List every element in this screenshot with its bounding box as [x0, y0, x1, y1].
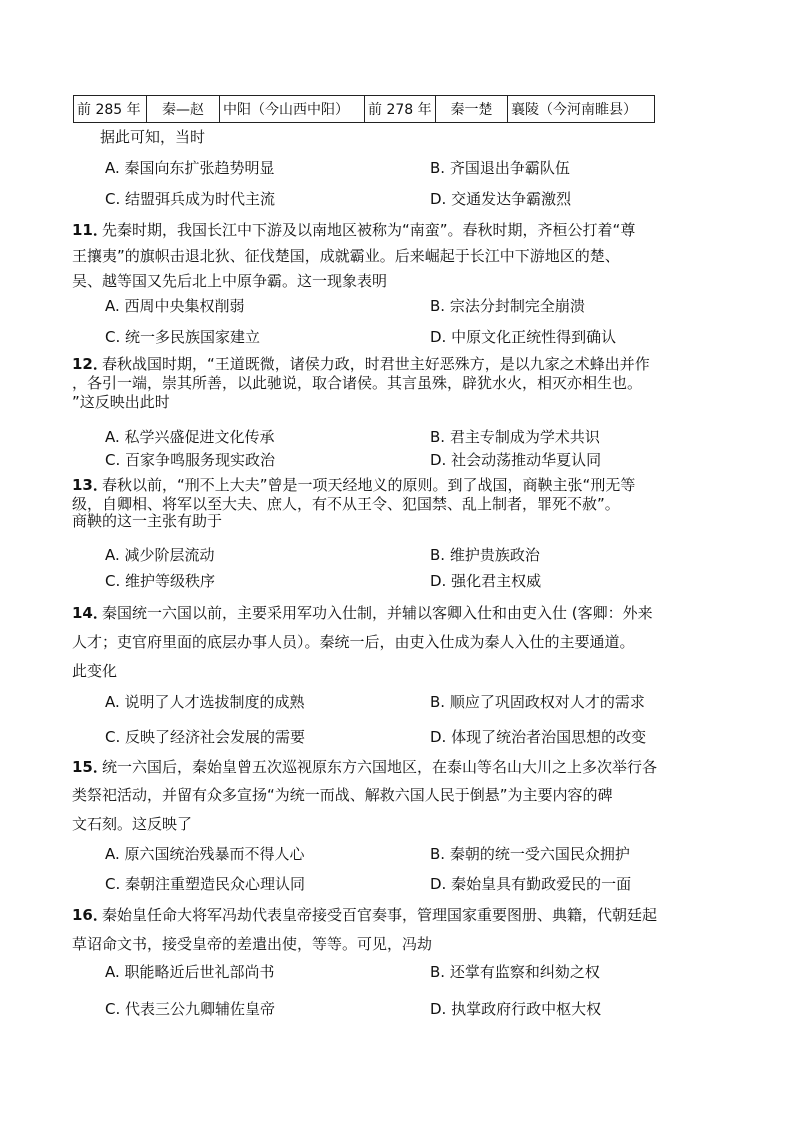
q16-stem-line-2: 草诏命文书，接受皇帝的差遣出使，等等。可见，冯劫: [72, 935, 433, 953]
q11-option-d[interactable]: D. 中原文化正统性得到确认: [430, 328, 617, 346]
q16-option-a[interactable]: A. 职能略近后世礼部尚书: [105, 963, 275, 981]
q12-stem-line-1: 春秋战国时期，“王道既微，诸侯力政，时君世主好恶殊方，是以九家之术蜂出并作: [102, 355, 650, 373]
q11-stem-line-1: 先秦时期，我国长江中下游及以南地区被称为“南蛮”。春秋时期，齐桓公打着“尊: [102, 221, 636, 239]
q13-stem-line-2: 级，自卿相、将军以至大夫、庶人，有不从王令、犯国禁、乱上制者，罪死不赦”。: [72, 495, 620, 513]
q11-option-b[interactable]: B. 宗法分封制完全崩溃: [430, 297, 585, 315]
q12-option-b[interactable]: B. 君主专制成为学术共识: [430, 428, 600, 446]
q10-stem: 据此可知，当时: [100, 128, 206, 146]
q15-stem-line-2: 类祭祀活动，并留有众多宣扬“为统一而战、解救六国人民于倒悬”为主要内容的碑: [72, 786, 613, 804]
q11-number: 11．: [72, 221, 108, 239]
q14-stem-line-3: 此变化: [72, 662, 118, 680]
q15-stem-line-1: 统一六国后，秦始皇曾五次巡视原东方六国地区，在泰山等名山大川之上多次举行各: [102, 758, 658, 776]
q16-option-b[interactable]: B. 还掌有监察和纠劾之权: [430, 963, 600, 981]
q11-option-a[interactable]: A. 西周中央集权削弱: [105, 297, 245, 315]
q14-option-d[interactable]: D. 体现了统治者治国思想的改变: [430, 728, 647, 746]
table-cell-sides-1: 秦—赵: [147, 96, 220, 123]
q15-option-d[interactable]: D. 秦始皇具有勤政爱民的一面: [430, 875, 632, 893]
campaign-table: [73, 95, 655, 123]
q14-stem-line-2: 人才；吏官府里面的底层办事人员）。秦统一后，由吏入仕成为秦人入仕的主要通道。: [72, 633, 635, 651]
q15-option-a[interactable]: A. 原六国统治残暴而不得人心: [105, 845, 305, 863]
table-cell-sides-2: 秦一楚: [436, 96, 508, 123]
q15-stem-line-3: 文石刻。这反映了: [72, 815, 193, 833]
q13-option-c[interactable]: C. 维护等级秩序: [105, 572, 216, 590]
q16-option-d[interactable]: D. 执掌政府行政中枢大权: [430, 1000, 602, 1018]
q12-option-d[interactable]: D. 社会动荡推动华夏认同: [430, 451, 602, 469]
q13-option-d[interactable]: D. 强化君主权威: [430, 572, 542, 590]
q13-option-b[interactable]: B. 维护贵族政治: [430, 546, 540, 564]
q14-option-c[interactable]: C. 反映了经济社会发展的需要: [105, 728, 306, 746]
table-row: [74, 96, 655, 123]
q11-stem-line-2: 王攘夷”的旗帜击退北狄、征伐楚国，成就霸业。后来崛起于长江中下游地区的楚、: [72, 247, 620, 265]
q11-option-c[interactable]: C. 统一多民族国家建立: [105, 328, 261, 346]
q12-option-c[interactable]: C. 百家争鸣服务现实政治: [105, 451, 276, 469]
q11-stem-line-3: 吴、越等国又先后北上中原争霸。这一现象表明: [72, 272, 388, 290]
table-cell-place-1: 中阳（今山西中阳）: [220, 96, 365, 123]
q16-option-c[interactable]: C. 代表三公九卿辅佐皇帝: [105, 1000, 276, 1018]
q15-option-b[interactable]: B. 秦朝的统一受六国民众拥护: [430, 845, 630, 863]
q13-stem-line-1: 春秋以前，“刑不上大夫”曾是一项天经地义的原则。到了战国，商鞅主张“刑无等: [102, 476, 636, 494]
q13-number: 13．: [72, 476, 108, 494]
q14-stem-line-1: 秦国统一六国以前，主要采用军功入仕制，并辅以客卿入仕和由吏入仕 (客卿：外来: [102, 604, 653, 622]
q13-option-a[interactable]: A. 减少阶层流动: [105, 546, 215, 564]
q10-option-d[interactable]: D. 交通发达争霸激烈: [430, 190, 572, 208]
q16-stem-line-1: 秦始皇任命大将军冯劫代表皇帝接受百官奏事，管理国家重要图册、典籍，代朝廷起: [102, 906, 658, 924]
q13-stem-line-3: 商鞅的这一主张有助于: [72, 512, 223, 530]
q10-option-c[interactable]: C. 结盟弭兵成为时代主流: [105, 190, 276, 208]
table-cell-year-1: 前 285 年: [74, 96, 147, 123]
q12-stem-line-3: ”这反映出此时: [72, 393, 170, 411]
q15-number: 15．: [72, 758, 108, 776]
q14-option-b[interactable]: B. 顺应了巩固政权对人才的需求: [430, 693, 645, 711]
q14-option-a[interactable]: A. 说明了人才选拔制度的成熟: [105, 693, 305, 711]
q15-option-c[interactable]: C. 秦朝注重塑造民众心理认同: [105, 875, 306, 893]
q10-option-b[interactable]: B. 齐国退出争霸队伍: [430, 159, 570, 177]
q12-option-a[interactable]: A. 私学兴盛促进文化传承: [105, 428, 275, 446]
q12-number: 12．: [72, 355, 108, 373]
table-cell-place-2: 襄陵（今河南睢县）: [508, 96, 655, 123]
table-cell-year-2: 前 278 年: [365, 96, 436, 123]
q12-stem-line-2: ，各引一端，崇其所善，以此驰说，取合诸侯。其言虽殊，辟犹水火，相灭亦相生也。: [72, 374, 643, 392]
q16-number: 16．: [72, 906, 108, 924]
q10-option-a[interactable]: A. 秦国向东扩张趋势明显: [105, 159, 275, 177]
q14-number: 14．: [72, 604, 108, 622]
